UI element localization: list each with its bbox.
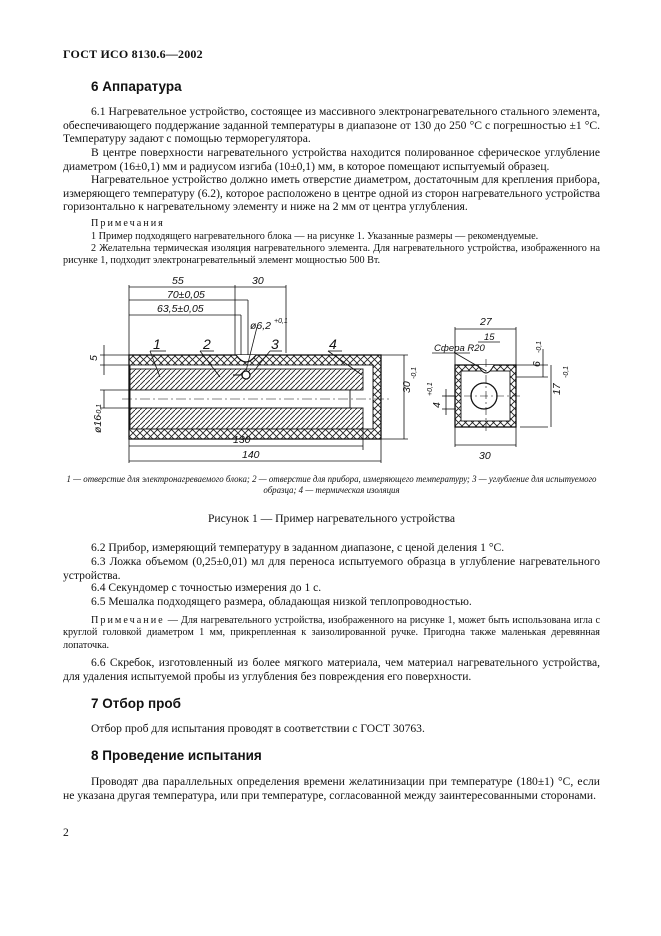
page-number: 2 (63, 826, 69, 839)
dim-6: 6 (531, 361, 543, 367)
paragraph-6-3: 6.3 Ложка объемом (0,25±0,01) мл для переноса испытуемого образца в углубление нагревательного устройства. (63, 555, 600, 582)
dim-55: 55 (172, 275, 184, 287)
callout-1: 1 (153, 336, 161, 352)
callout-3: 3 (271, 336, 279, 352)
dim-16-tol: -0,1 (96, 403, 103, 416)
paragraph-6-4: 6.4 Секундомер с точностью измерения до 1 с. (91, 581, 322, 594)
sphere-radius-label: Сфера R20 (434, 343, 485, 354)
document-header: ГОСТ ИСО 8130.6—2002 (63, 47, 203, 61)
dim-30-height: 30 (401, 381, 413, 393)
figure-caption: Рисунок 1 — Пример нагревательного устройства (207, 512, 455, 525)
paragraph-spherical-recess: В центре поверхности нагревательного устройства находится полированное сферическое углубление диаметром (16±0,1) мм и радиусом изгиба (10±0,1) мм, в которое помещают испытуемый образец. (63, 146, 600, 173)
callout-4: 4 (329, 336, 337, 352)
dim-hole-tolerance: +0,1 (274, 318, 288, 325)
section-7-title: 7 Отбор проб (91, 696, 181, 711)
paragraph-6-6: 6.6 Скребок, изготовленный из более мягкого материала, чем материал нагревательного устройства, для удаления испытуемой пробы из углубления без повреждения его поверхности. (63, 656, 600, 683)
paragraph-thermometer-hole: Нагревательное устройство должно иметь отверстие диаметром, достаточным для крепления прибора, измеряющего температуру (6.2), которое расположено в центре одной из сторон нагревательного устройства горизонтально к нагревательному элементу и ниже на 2 мм от центра углубления. (63, 173, 601, 214)
dim-5: 5 (88, 355, 100, 361)
section-6-title: 6 Аппаратура (91, 79, 182, 94)
dim-hole-diameter: ø6,2 (250, 320, 272, 332)
paragraph-6-5: 6.5 Мешалка подходящего размера, обладающая низкой теплопроводностью. (91, 595, 472, 608)
paragraph-6-1: 6.1 Нагревательное устройство, состоящее из массивного электронагревательного стального элемента, обеспечивающего поддержание заданной температуры в диапазоне от 130 до 250 °С с погрешностью ±1 °С. Температуру задают с помощью терморегулятора. (63, 105, 600, 146)
dim-17: 17 (551, 383, 563, 395)
callout-2: 2 (203, 336, 211, 352)
section-8-text: Проводят два параллельных определения времени желатинизации при температуре (180±1) °С, если не указана другая температура, или при температуре, согласованной между заинтересованными сторонами. (63, 775, 600, 802)
dim-6-tol: -0,1 (536, 340, 543, 353)
note-needle (63, 615, 600, 652)
dim-30-height-tol: -0,1 (411, 366, 418, 379)
dim-140: 140 (242, 449, 260, 461)
dim-16: ø16 (92, 414, 104, 433)
dim-15: 15 (484, 332, 495, 343)
paragraph-6-2: 6.2 Прибор, измеряющий температуру в заданном диапазоне, с ценой деления 1 °С. (91, 541, 505, 554)
note-label: Примечание (91, 615, 165, 626)
dim-27: 27 (480, 316, 492, 328)
dim-30-bottom: 30 (479, 450, 491, 462)
section-7-text: Отбор проб для испытания проводят в соответствии с ГОСТ 30763. (91, 722, 425, 735)
note-2: 2 Желательна термическая изоляция нагревательного элемента. Для нагревательного устройства, изображенного на рисунке 1, подходит электронагревательный элемент мощностью 500 Вт. (63, 243, 600, 267)
section-8-title: 8 Проведение испытания (91, 748, 262, 763)
note-1: 1 Пример подходящего нагревательного блока — на рисунке 1. Указанные размеры — рекомендуемые. (91, 231, 539, 242)
dim-4: 4 (431, 402, 443, 408)
dim-130: 130 (233, 434, 251, 446)
heater-drawing (0, 265, 661, 485)
dim-17-tol: -0,1 (563, 365, 570, 378)
dim-70: 70±0,05 (167, 289, 205, 301)
dim-63-5: 63,5±0,05 (157, 303, 204, 315)
dim-30-top: 30 (252, 275, 264, 287)
dim-4-tol: +0,1 (427, 382, 434, 396)
figure-legend: 1 — отверстие для электронагреваемого блока; 2 — отверстие для прибора, измеряющего температуру; 3 — углубление для испытуемого образца; 4 — термическая изоляция (66, 474, 597, 495)
notes-title: Примечания (91, 218, 165, 229)
note-text: — Для нагревательного устройства, изображенного на рисунке 1, может быть использована игла с круглой головкой диаметром 1 мм, прикрепленная к заизолированной ручке. Пригодна также маленькая деревянная лопаточка. (63, 615, 600, 651)
